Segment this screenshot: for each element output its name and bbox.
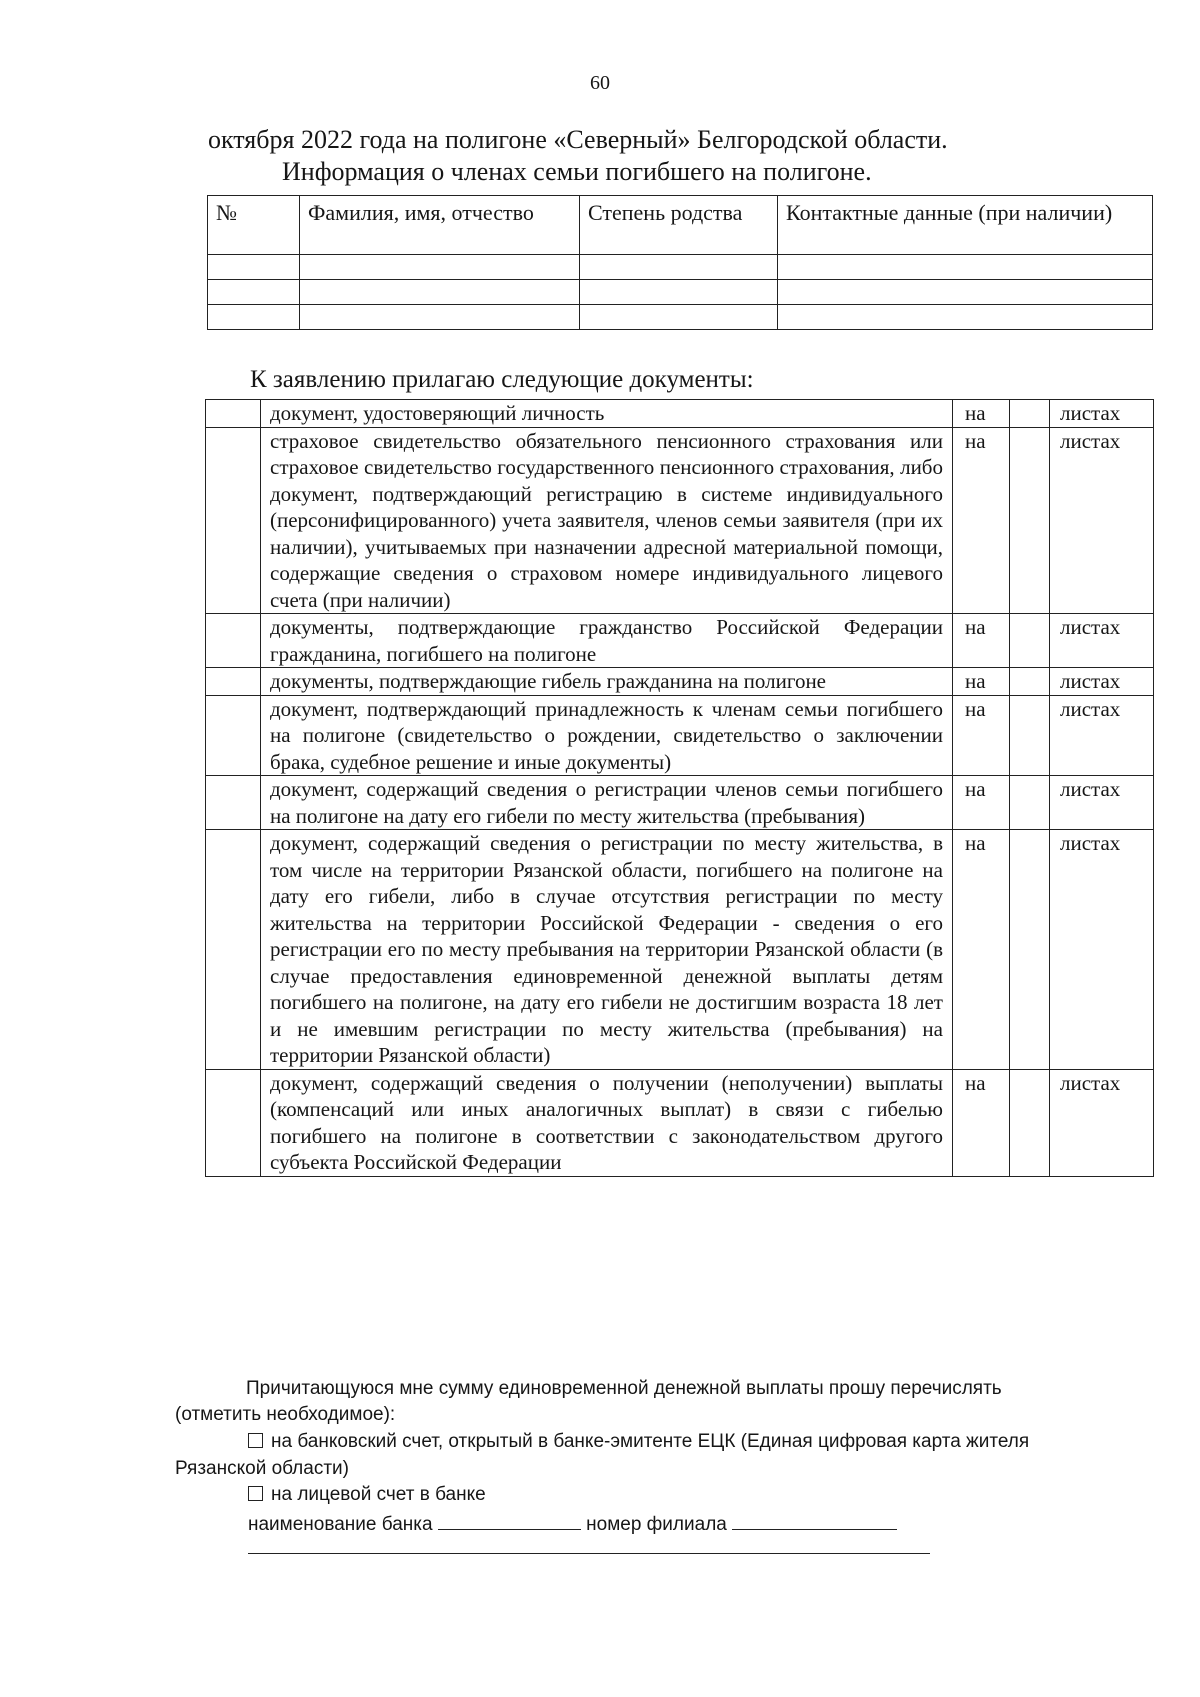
bank-name-field[interactable] xyxy=(438,1511,581,1530)
document-row xyxy=(206,695,1154,776)
sheets-label: листах xyxy=(1050,830,1154,1070)
option-bank-card-continuation: Рязанской области) xyxy=(175,1458,349,1479)
page-number: 60 xyxy=(590,72,610,94)
sheet-count-cell[interactable] xyxy=(1010,695,1050,776)
na-label: на xyxy=(953,614,1010,668)
family-table-row xyxy=(208,280,1153,305)
heading-line-1: октября 2022 года на полигоне «Северный» Белгородской области. xyxy=(208,125,948,154)
checkbox-bank-card[interactable] xyxy=(248,1433,263,1448)
document-description: документ, содержащий сведения о получении (неполучении) выплаты (компенсаций или иных аналогичных выплат) в связи с гибелью погибшего на полигоне в соответствии с законодательством другого субъекта Российской Федерации xyxy=(261,1069,953,1176)
cell[interactable] xyxy=(208,255,300,280)
na-label: на xyxy=(953,400,1010,428)
family-table-row xyxy=(208,305,1153,330)
document-row xyxy=(206,1069,1154,1176)
document-row xyxy=(206,400,1154,428)
sheets-label: листах xyxy=(1050,614,1154,668)
documents-title: К заявлению прилагаю следующие документы: xyxy=(250,366,754,393)
option-personal-account[interactable] xyxy=(248,1484,486,1506)
sheet-count-cell[interactable] xyxy=(1010,427,1050,614)
document-description: документ, удостоверяющий личность xyxy=(261,400,953,428)
option-personal-account-label: на лицевой счет в банке xyxy=(271,1484,486,1505)
bank-name-label: наименование банка xyxy=(248,1514,433,1535)
sheet-count-cell[interactable] xyxy=(1010,668,1050,696)
checkbox-personal-account[interactable] xyxy=(248,1486,263,1501)
document-row xyxy=(206,614,1154,668)
sheet-count-cell[interactable] xyxy=(1010,1069,1050,1176)
document-row xyxy=(206,830,1154,1070)
sheets-label: листах xyxy=(1050,668,1154,696)
document-mark-cell[interactable] xyxy=(206,427,261,614)
sheets-label: листах xyxy=(1050,776,1154,830)
col-header-contacts: Контактные данные (при наличии) xyxy=(778,196,1153,255)
document-description: документ, подтверждающий принадлежность к членам семьи погибшего на полигоне (свидетельство о рождении, свидетельство о заключении брака, судебное решение и иные документы) xyxy=(261,695,953,776)
sheet-count-cell[interactable] xyxy=(1010,830,1050,1070)
document-row xyxy=(206,427,1154,614)
cell[interactable] xyxy=(778,280,1153,305)
cell[interactable] xyxy=(580,305,778,330)
col-header-relationship: Степень родства xyxy=(580,196,778,255)
document-mark-cell[interactable] xyxy=(206,776,261,830)
document-mark-cell[interactable] xyxy=(206,695,261,776)
sheets-label: листах xyxy=(1050,695,1154,776)
document-mark-cell[interactable] xyxy=(206,614,261,668)
branch-number-label: номер филиала xyxy=(586,1514,727,1535)
document-mark-cell[interactable] xyxy=(206,830,261,1070)
documents-table xyxy=(205,399,1154,1177)
cell[interactable] xyxy=(300,255,580,280)
additional-details-line[interactable] xyxy=(248,1553,930,1554)
na-label: на xyxy=(953,695,1010,776)
na-label: на xyxy=(953,1069,1010,1176)
document-description: документы, подтверждающие гражданство Российской Федерации гражданина, погибшего на полигоне xyxy=(261,614,953,668)
payment-instruction-text: (отметить необходимое): xyxy=(175,1404,396,1425)
document-description: документы, подтверждающие гибель гражданина на полигоне xyxy=(261,668,953,696)
cell[interactable] xyxy=(778,305,1153,330)
sheets-label: листах xyxy=(1050,400,1154,428)
option-bank-card-label: на банковский счет, открытый в банке-эмитенте ЕЦК (Единая цифровая карта жителя xyxy=(271,1431,1030,1452)
option-bank-card[interactable] xyxy=(248,1431,1029,1453)
col-header-full-name: Фамилия, имя, отчество xyxy=(300,196,580,255)
bank-details-line xyxy=(248,1511,897,1536)
document-mark-cell[interactable] xyxy=(206,668,261,696)
sheet-count-cell[interactable] xyxy=(1010,400,1050,428)
sheet-count-cell[interactable] xyxy=(1010,776,1050,830)
col-header-number: № xyxy=(208,196,300,255)
na-label: на xyxy=(953,776,1010,830)
document-row xyxy=(206,776,1154,830)
document-mark-cell[interactable] xyxy=(206,1069,261,1176)
payment-request-text: Причитающуюся мне сумму единовременной денежной выплаты прошу перечислять xyxy=(246,1378,1002,1399)
sheets-label: листах xyxy=(1050,1069,1154,1176)
sheet-count-cell[interactable] xyxy=(1010,614,1050,668)
document-description: документ, содержащий сведения о регистрации членов семьи погибшего на полигоне на дату его гибели по месту жительства (пребывания) xyxy=(261,776,953,830)
cell[interactable] xyxy=(300,280,580,305)
cell[interactable] xyxy=(778,255,1153,280)
document-mark-cell[interactable] xyxy=(206,400,261,428)
document-description: страховое свидетельство обязательного пенсионного страхования или страховое свидетельство государственного пенсионного страхования, либо документ, подтверждающий регистрацию в системе индивидуального (персонифицированного) учета заявителя, членов семьи заявителя (при их наличии), учитываемых при назначении адресной материальной помощи, содержащие сведения о страховом номере индивидуального лицевого счета (при наличии) xyxy=(261,427,953,614)
na-label: на xyxy=(953,830,1010,1070)
cell[interactable] xyxy=(300,305,580,330)
heading-line-2: Информация о членах семьи погибшего на полигоне. xyxy=(282,157,872,186)
branch-number-field[interactable] xyxy=(732,1511,897,1530)
document-row xyxy=(206,668,1154,696)
cell[interactable] xyxy=(208,305,300,330)
na-label: на xyxy=(953,668,1010,696)
na-label: на xyxy=(953,427,1010,614)
family-members-table xyxy=(207,195,1153,330)
document-description: документ, содержащий сведения о регистрации по месту жительства, в том числе на территории Рязанской области, погибшего на полигоне на дату его гибели, либо в случае отсутствия регистрации по месту жительства на территории Российской Федерации - сведения о его регистрации его по месту пребывания на территории Рязанской области (в случае предоставления единовременной денежной выплаты детям погибшего на полигоне, на дату его гибели не достигшим возраста 18 лет и не имевшим регистрации по месту жительства (пребывания) на территории Рязанской области) xyxy=(261,830,953,1070)
cell[interactable] xyxy=(580,280,778,305)
sheets-label: листах xyxy=(1050,427,1154,614)
cell[interactable] xyxy=(208,280,300,305)
family-table-header-row xyxy=(208,196,1153,255)
family-table-row xyxy=(208,255,1153,280)
cell[interactable] xyxy=(580,255,778,280)
